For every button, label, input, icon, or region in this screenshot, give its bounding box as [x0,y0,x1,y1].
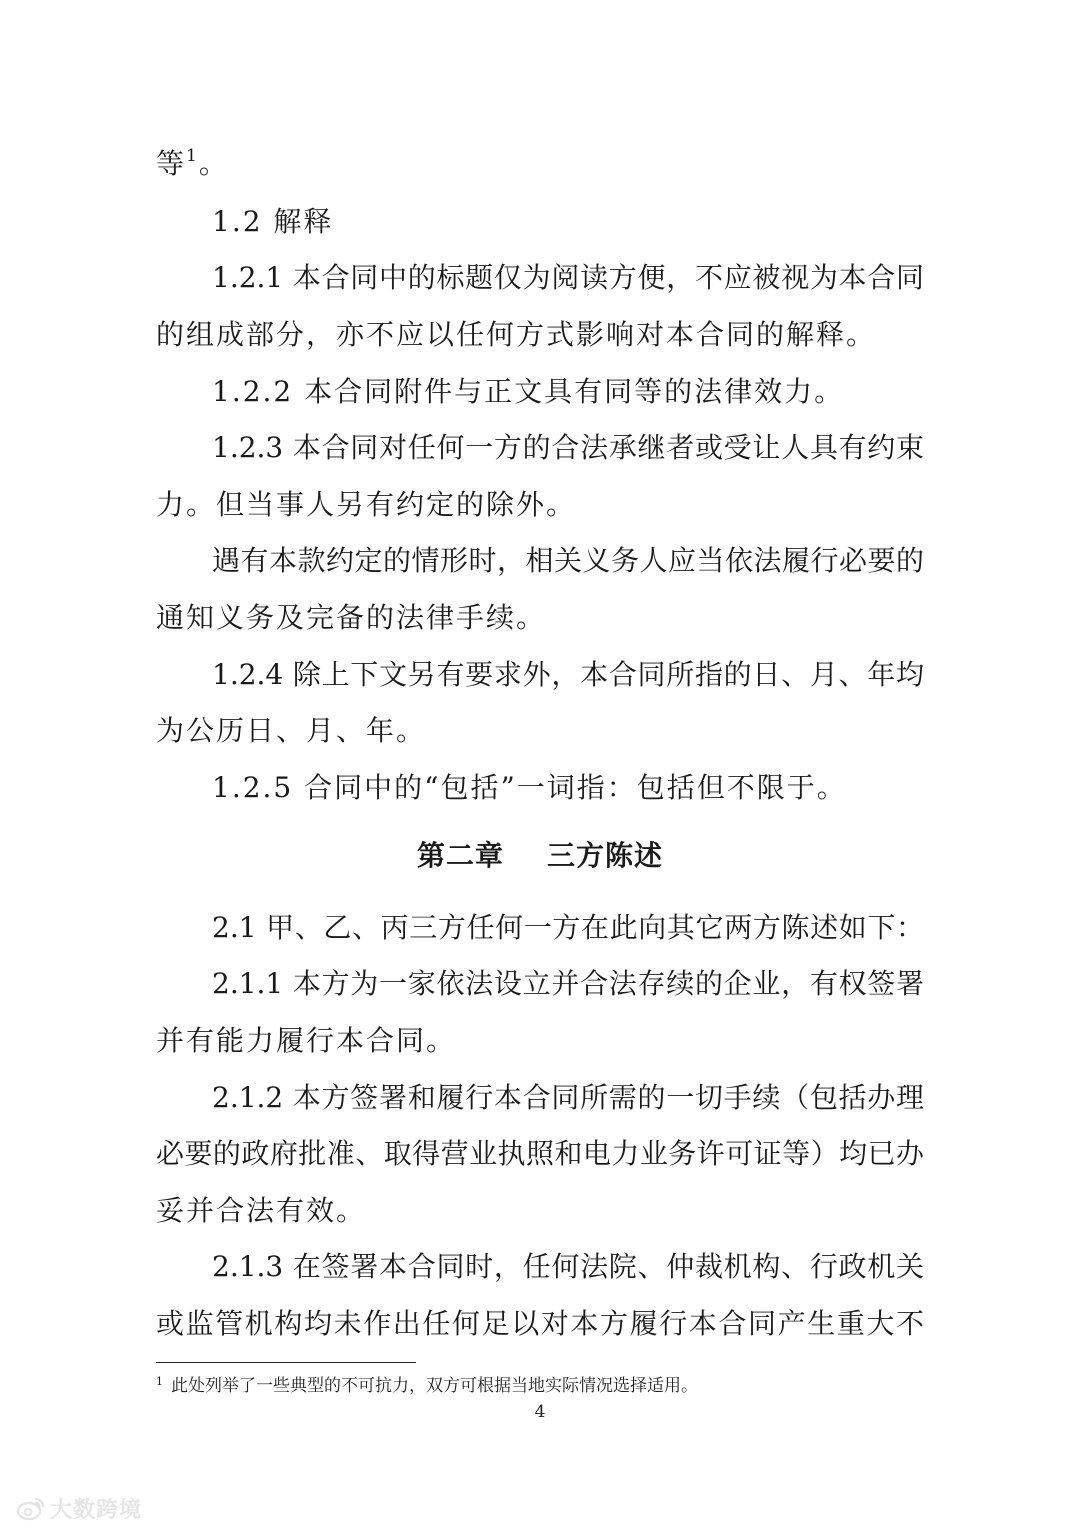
chapter-heading: 第二章 三方陈述 [417,839,663,872]
section-1-2-title: 1.2 解释 [212,205,334,238]
footnote-divider [156,1362,416,1363]
clause-1-2-3-line-4: 通知义务及完备的法律手续。 [156,601,547,634]
page-number: 4 [534,1402,546,1422]
weibo-logo-icon [16,1495,46,1521]
clause-2-1-2-line-3: 妥并合法有效。 [156,1194,367,1227]
clause-1-2-4-line-2: 为公历日、月、年。 [156,714,427,747]
clause-1-2-3-line-3: 遇有本款约定的情形时，相关义务人应当依法履行必要的 [212,544,924,577]
clause-2-1-1-line-2: 并有能力履行本合同。 [156,1024,457,1057]
watermark-text: 大数跨境 [50,1497,143,1523]
clause-1-2-4-line-1: 1.2.4 除上下文另有要求外，本合同所指的日、月、年均 [212,658,924,691]
clause-1-2-3-line-1: 1.2.3 本合同对任何一方的合法承继者或受让人具有约束 [212,431,924,464]
clause-1-2-1-line-1: 1.2.1 本合同中的标题仅为阅读方便，不应被视为本合同 [212,261,924,294]
clause-2-1-3-line-1: 2.1.3 在签署本合同时，任何法院、仲裁机构、行政机关 [212,1250,924,1283]
clause-2-1-3-line-2: 或监管机构均未作出任何足以对本方履行本合同产生重大不 [156,1307,924,1340]
clause-1-2-1-line-2: 的组成部分，亦不应以任何方式影响对本合同的解释。 [156,318,877,351]
clause-1-2-3-line-2: 力。但当事人另有约定的除外。 [156,488,577,521]
watermark [16,1492,142,1524]
clause-2-1-2-line-2: 必要的政府批准、取得营业执照和电力业务许可证等）均已办 [156,1137,924,1170]
footnote [156,1374,698,1398]
clause-1-2-5: 1.2.5 合同中的“包括”一词指：包括但不限于。 [212,771,847,804]
footnote-marker: 1 [156,1375,163,1388]
continuation-line: 等$^1$。 [156,146,229,180]
clause-1-2-2: 1.2.2 本合同附件与正文具有同等的法律效力。 [212,375,845,408]
clause-2-1-2-line-1: 2.1.2 本方签署和履行本合同所需的一切手续（包括办理 [212,1081,924,1114]
footnote-reference[interactable]: 1 [186,146,199,166]
footnote-text: 此处列举了一些典型的不可抗力，双方可根据当地实际情况选择适用。 [171,1376,698,1396]
clause-2-1-1-line-1: 2.1.1 本方为一家依法设立并合法存续的企业，有权签署 [212,967,924,1000]
section-2-1: 2.1 甲、乙、丙三方任何一方在此向其它两方陈述如下： [212,911,924,944]
